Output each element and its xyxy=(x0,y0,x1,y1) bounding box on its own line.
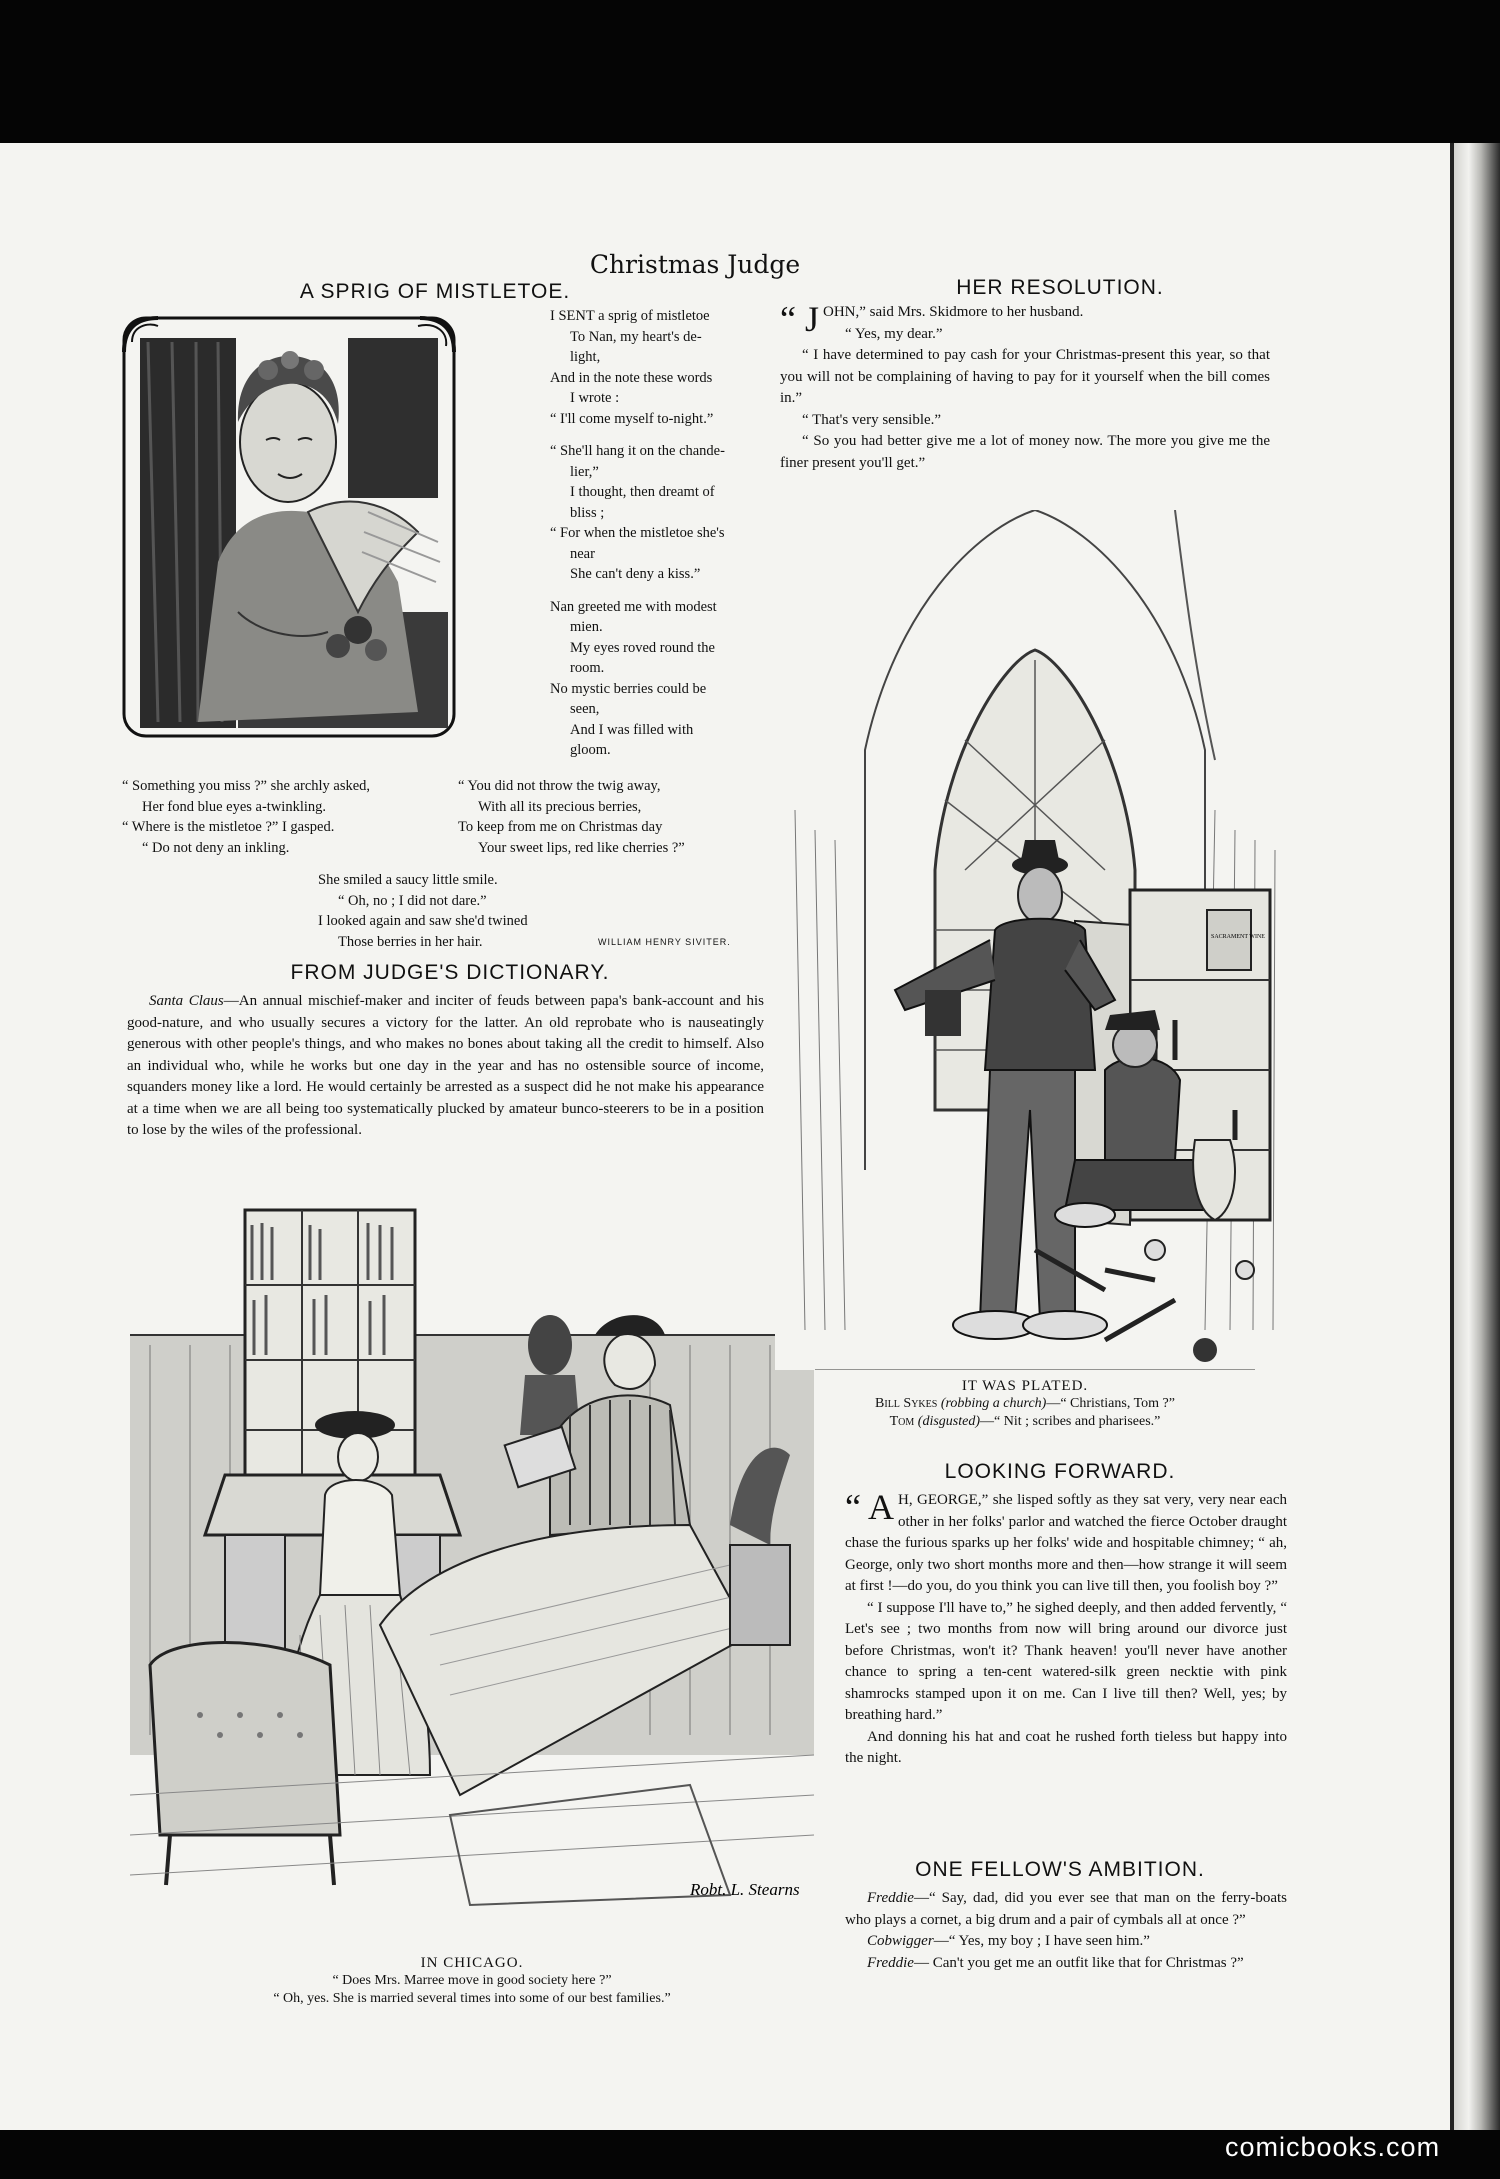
poem-line: I thought, then dreamt of xyxy=(570,484,715,500)
poem-line: To Nan, my heart's de- xyxy=(570,328,702,345)
poem-author: WILLIAM HENRY SIVITER. xyxy=(598,937,731,947)
resolution-paragraph: “ So you had better give me a lot of money now. The more you give me the finer present you'll get.” xyxy=(780,433,1270,471)
dictionary-term: Santa Claus xyxy=(149,993,224,1009)
poem-line: “ Something you miss ?” she archly asked, xyxy=(122,778,371,794)
poem-stanza-4 xyxy=(122,776,452,858)
poem-line: gloom. xyxy=(570,742,611,758)
speaker-tom-speech: —“ Nit ; scribes and pharisees.” xyxy=(980,1414,1161,1429)
poem-line: “ Oh, no ; I did not dare.” xyxy=(338,892,487,909)
poem-line: Her fond blue eyes a-twinkling. xyxy=(142,798,327,815)
resolution-story xyxy=(780,299,1270,474)
dictionary-entry xyxy=(127,991,764,1142)
poem-line: No mystic berries could be xyxy=(550,680,707,697)
looking-forward-title: LOOKING FORWARD. xyxy=(944,1460,1176,1483)
poem-line: mien. xyxy=(570,619,603,635)
plated-caption xyxy=(780,1377,1270,1431)
speaker-freddie: Freddie xyxy=(867,1890,914,1906)
looking-dropcap: “ A xyxy=(845,1487,894,1527)
mistletoe-title: A SPRIG OF MISTLETOE. xyxy=(299,280,571,303)
chicago-caption xyxy=(130,1954,814,2008)
speaker-bill-speech: —“ Christians, Tom ?” xyxy=(1046,1396,1175,1411)
poem-line: light, xyxy=(570,349,601,365)
poem-line: “ Do not deny an inkling. xyxy=(142,839,290,856)
poem-line: near xyxy=(570,545,595,562)
poem-line: I looked again and saw she'd twined xyxy=(318,913,528,929)
plated-caption-line-1 xyxy=(780,1395,1270,1413)
resolution-dropcap: “ J xyxy=(780,299,819,339)
site-watermark: comicbooks.com xyxy=(1225,2132,1441,2162)
mistletoe-poem-column xyxy=(550,306,760,773)
poem-line: “ You did not throw the twig away, xyxy=(458,778,661,794)
speaker-bill-action: (robbing a church) xyxy=(940,1396,1047,1411)
barrel-label: SACRAMENT WINE xyxy=(1211,934,1265,940)
poem-line: I SENT a sprig of mistletoe xyxy=(550,308,710,324)
page-masthead: Christmas Judge xyxy=(589,250,801,279)
resolution-paragraph: “ That's very sensible.” xyxy=(802,411,942,428)
speaker-tom: Tom xyxy=(889,1414,915,1429)
poem-line: To keep from me on Christmas day xyxy=(458,819,663,835)
looking-paragraph: “ I suppose I'll have to,” he sighed deeply, and then added fervently, “ Let's see ; two months from now will bring around our divorce just before Christmas, won't it? Thank heaven! you'll never have another chance to spring a ten-cent watered-silk green necktie with pink shamrocks stamped upon it on me. Can I live till then? Well, yes; by breathing hard.” xyxy=(845,1599,1287,1723)
poem-line: Those berries in her hair. xyxy=(338,933,483,950)
poem-line: My eyes roved round the xyxy=(570,639,715,656)
page-edge xyxy=(1452,143,1500,2130)
mistletoe-portrait-illustration xyxy=(118,312,460,742)
chicago-caption-line-2: “ Oh, yes. She is married several times into some of our best families.” xyxy=(273,1991,671,2006)
chicago-caption-title: IN CHICAGO. xyxy=(420,1955,524,1971)
poem-line: lier,” xyxy=(570,463,599,480)
poem-line: I wrote : xyxy=(570,390,620,406)
resolution-paragraph: OHN,” said Mrs. Skidmore to her husband. xyxy=(823,304,1084,320)
ambition-line: — Can't you get me an outfit like that for Christmas ?” xyxy=(913,1954,1244,1971)
poem-line: “ She'll hang it on the chande- xyxy=(550,443,725,459)
ambition-line: —“ Say, dad, did you ever see that man on the ferry-boats who plays a cornet, a big drum and a pair of cymbals all at once ?” xyxy=(845,1890,1287,1928)
ambition-line: —“ Yes, my boy ; I have seen him.” xyxy=(933,1933,1150,1949)
resolution-title: HER RESOLUTION. xyxy=(956,276,1164,299)
chicago-artist-signature: Robt. L. Stearns xyxy=(690,1880,800,1899)
ambition-story xyxy=(845,1888,1287,1974)
plated-caption-line-2 xyxy=(780,1413,1270,1431)
looking-paragraph: And donning his hat and coat he rushed forth tieless but happy into the night. xyxy=(845,1728,1287,1766)
poem-line: bliss ; xyxy=(570,504,605,521)
poem-line: With all its precious berries, xyxy=(478,798,642,815)
looking-forward-story xyxy=(845,1487,1287,1770)
poem-line: “ For when the mistletoe she's xyxy=(550,525,725,541)
speaker-freddie: Freddie xyxy=(867,1954,914,1971)
poem-line: Your sweet lips, red like cherries ?” xyxy=(478,839,685,856)
looking-paragraph: H, GEORGE,” she lisped softly as they sat very, very near each other in her folks' parlor and watched the fierce October draught chase the furious sparks up her folks' wide and hospitable chimney; “ ah, George, only two short months more and then—how strange it will seem at first !—do you, do you think you can live till then, you foolish boy ?” xyxy=(845,1492,1287,1594)
poem-line: “ I'll come myself to-night.” xyxy=(550,410,714,427)
page-fold-line xyxy=(1450,143,1454,2130)
speaker-bill: Bill Sykes xyxy=(875,1396,938,1411)
poem-line: room. xyxy=(570,660,605,676)
dictionary-title: FROM JUDGE'S DICTIONARY. xyxy=(290,961,610,984)
speaker-tom-action: (disgusted) xyxy=(917,1414,980,1429)
poem-stanza-1 xyxy=(550,306,760,429)
it-was-plated-illustration xyxy=(775,510,1295,1370)
poem-line: She can't deny a kiss.” xyxy=(570,566,701,582)
poem-line: seen, xyxy=(570,701,600,717)
poem-stanza-5 xyxy=(458,776,758,858)
dictionary-definition: —An annual mischief-maker and inciter of feuds between papa's bank-account and his good-nature, and who usually secures a victory for the latter. An old reprobate who is nauseatingly generous with other people's things, and who makes no bones about taking all the credit to himself. Also an individual who, while he works but one day in the year and has no ostensible source of income, squanders money like a lord. He would certainly be arrested as a suspect did he not make his appearance at a time when we are all being too systematically plucked by amateur bunco-steerers to be in a position to lose by the wiles of the professional. xyxy=(127,993,764,1138)
poem-line: And in the note these words xyxy=(550,369,713,386)
plated-caption-title: IT WAS PLATED. xyxy=(961,1378,1089,1394)
in-chicago-illustration xyxy=(130,1195,814,1915)
poem-line: And I was filled with xyxy=(570,721,694,738)
chicago-caption-line-1: “ Does Mrs. Marree move in good society here ?” xyxy=(332,1973,612,1988)
poem-line: Nan greeted me with modest xyxy=(550,598,717,615)
resolution-paragraph: “ I have determined to pay cash for your Christmas-present this year, so that you will not be complaining of having to pay for it yourself when the bill comes in.” xyxy=(780,347,1270,406)
poem-stanza-3 xyxy=(550,597,760,761)
poem-line: She smiled a saucy little smile. xyxy=(318,872,498,888)
poem-stanza-2 xyxy=(550,441,760,585)
scan-top-border xyxy=(0,0,1500,143)
poem-line: “ Where is the mistletoe ?” I gasped. xyxy=(122,819,335,835)
speaker-cobwigger: Cobwigger xyxy=(867,1933,934,1949)
ambition-title: ONE FELLOW'S AMBITION. xyxy=(915,1858,1205,1881)
resolution-paragraph: “ Yes, my dear.” xyxy=(845,325,943,342)
